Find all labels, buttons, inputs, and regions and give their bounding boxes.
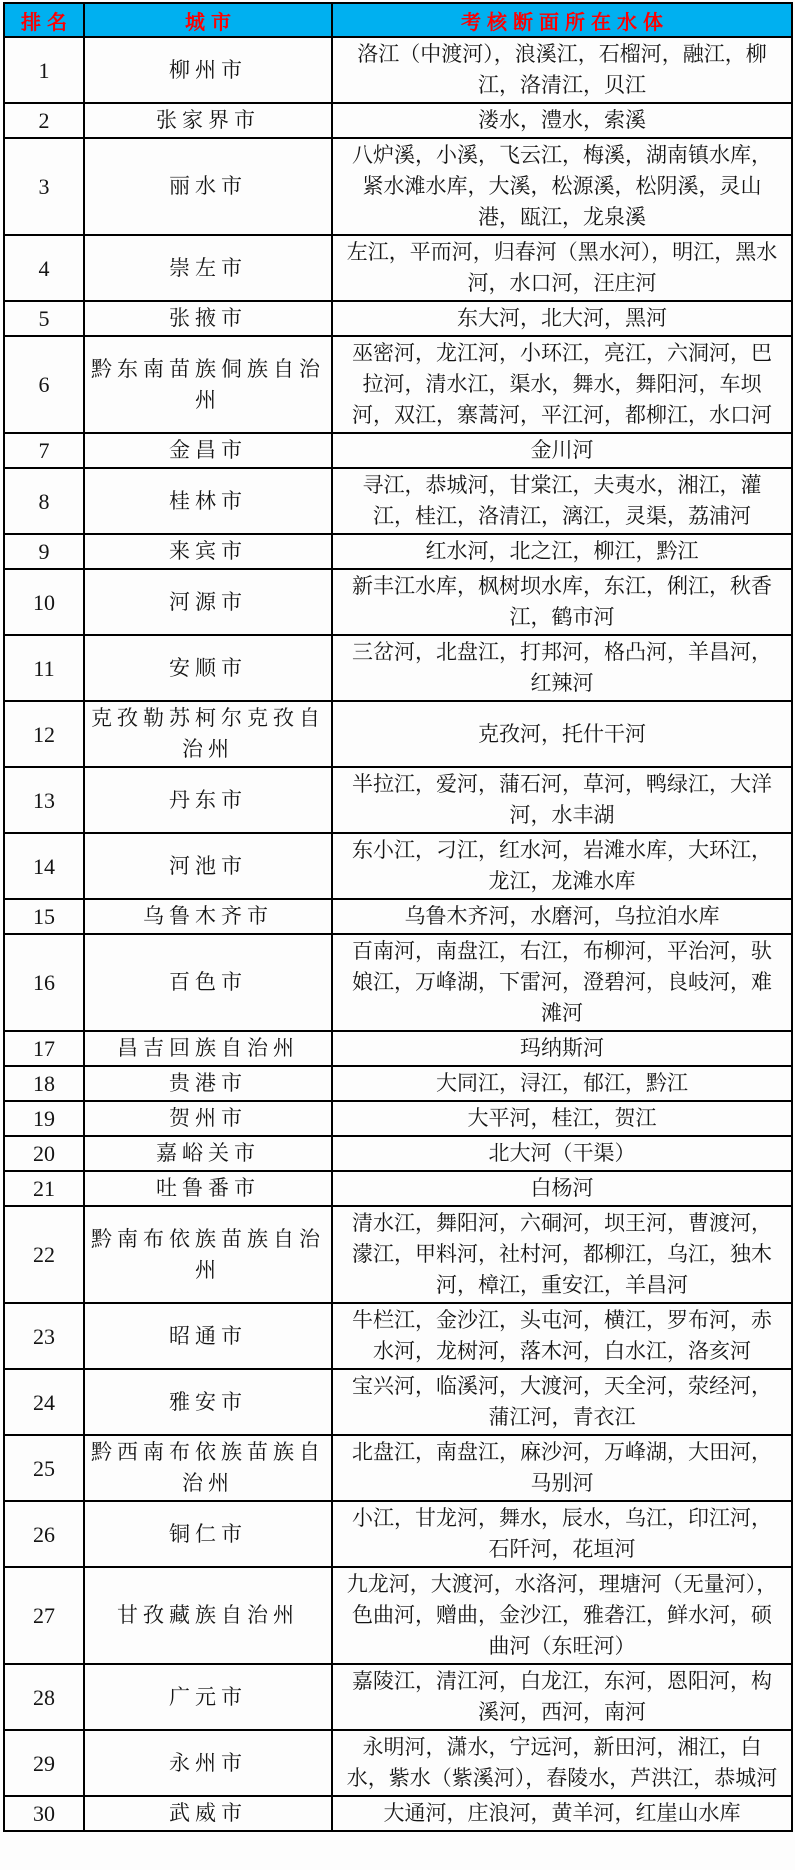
rank-cell: 28: [4, 1664, 84, 1730]
waters-cell: 东大河，北大河，黑河: [332, 301, 792, 336]
city-cell: 吐鲁番市: [84, 1171, 332, 1206]
table-row: [4, 37, 792, 103]
bottom-spacer: [0, 1832, 795, 1870]
waters-cell: 红水河，北之江，柳江，黔江: [332, 534, 792, 569]
waters-cell: 金川河: [332, 433, 792, 468]
table-row: [4, 468, 792, 534]
table-header: [4, 3, 792, 37]
waters-cell: 永明河，潇水，宁远河，新田河，湘江，白水，紫水（紫溪河），舂陵水，芦洪江，恭城河: [332, 1730, 792, 1796]
table-row: [4, 899, 792, 934]
table-row: [4, 1136, 792, 1171]
city-cell: 黔西南布依族苗族自治州: [84, 1435, 332, 1501]
waters-cell: 八炉溪，小溪，飞云江，梅溪，湖南镇水库，紧水滩水库，大溪，松源溪，松阴溪，灵山港，瓯江，龙泉溪: [332, 138, 792, 235]
table-row: [4, 1501, 792, 1567]
rank-cell: 25: [4, 1435, 84, 1501]
rank-cell: 2: [4, 103, 84, 138]
column-header-city: 城市: [84, 3, 332, 37]
rank-cell: 21: [4, 1171, 84, 1206]
city-cell: 黔东南苗族侗族自治州: [84, 336, 332, 433]
table-row: [4, 1796, 792, 1831]
rank-cell: 15: [4, 899, 84, 934]
waters-cell: 巫密河，龙江河，小环江，亮江，六洞河，巴拉河，清水江，渠水，舞水，舞阳河，车坝河，双江，寨蒿河，平江河，都柳江，水口河: [332, 336, 792, 433]
city-cell: 贵港市: [84, 1066, 332, 1101]
city-cell: 柳州市: [84, 37, 332, 103]
waters-cell: 大同江，浔江，郁江，黔江: [332, 1066, 792, 1101]
table-row: [4, 138, 792, 235]
header-row: [4, 3, 792, 37]
rank-cell: 11: [4, 635, 84, 701]
rank-cell: 4: [4, 235, 84, 301]
rank-cell: 7: [4, 433, 84, 468]
table-row: [4, 701, 792, 767]
rank-cell: 16: [4, 934, 84, 1031]
rank-cell: 5: [4, 301, 84, 336]
table-row: [4, 301, 792, 336]
city-cell: 雅安市: [84, 1369, 332, 1435]
city-cell: 永州市: [84, 1730, 332, 1796]
table-row: [4, 1435, 792, 1501]
table-row: [4, 1664, 792, 1730]
city-cell: 乌鲁木齐市: [84, 899, 332, 934]
waters-cell: 大平河，桂江，贺江: [332, 1101, 792, 1136]
city-cell: 昌吉回族自治州: [84, 1031, 332, 1066]
waters-cell: 九龙河，大渡河，水洛河，理塘河（无量河），色曲河，赠曲，金沙江，雅砻江，鲜水河，硕曲河（东旺河）: [332, 1567, 792, 1664]
city-cell: 桂林市: [84, 468, 332, 534]
waters-cell: 大通河，庄浪河，黄羊河，红崖山水库: [332, 1796, 792, 1831]
rank-cell: 10: [4, 569, 84, 635]
table-row: [4, 1730, 792, 1796]
table-row: [4, 103, 792, 138]
rank-cell: 1: [4, 37, 84, 103]
table-row: [4, 534, 792, 569]
waters-cell: 新丰江水库，枫树坝水库，东江，俐江，秋香江，鹤市河: [332, 569, 792, 635]
table-row: [4, 1171, 792, 1206]
city-cell: 张家界市: [84, 103, 332, 138]
waters-cell: 牛栏江，金沙江，头屯河，横江，罗布河，赤水河，龙树河，落木河，白水江，洛亥河: [332, 1303, 792, 1369]
table-body: [4, 37, 792, 1831]
waters-cell: 百南河，南盘江，右江，布柳河，平治河，驮娘江，万峰湖，下雷河，澄碧河，良岐河，难滩河: [332, 934, 792, 1031]
city-cell: 武威市: [84, 1796, 332, 1831]
waters-cell: 左江，平而河，归春河（黑水河），明江，黑水河，水口河，汪庄河: [332, 235, 792, 301]
table-row: [4, 1101, 792, 1136]
rank-cell: 9: [4, 534, 84, 569]
table-row: [4, 1031, 792, 1066]
column-header-waters: 考核断面所在水体: [332, 3, 792, 37]
waters-cell: 玛纳斯河: [332, 1031, 792, 1066]
table-row: [4, 1066, 792, 1101]
city-cell: 丹东市: [84, 767, 332, 833]
waters-cell: 白杨河: [332, 1171, 792, 1206]
rank-cell: 26: [4, 1501, 84, 1567]
rank-cell: 23: [4, 1303, 84, 1369]
city-cell: 甘孜藏族自治州: [84, 1567, 332, 1664]
waters-cell: 溇水，澧水，索溪: [332, 103, 792, 138]
table-row: [4, 1567, 792, 1664]
rank-cell: 27: [4, 1567, 84, 1664]
city-cell: 黔南布依族苗族自治州: [84, 1206, 332, 1303]
rank-cell: 12: [4, 701, 84, 767]
waters-cell: 乌鲁木齐河，水磨河，乌拉泊水库: [332, 899, 792, 934]
table-row: [4, 1303, 792, 1369]
rank-cell: 13: [4, 767, 84, 833]
table-row: [4, 833, 792, 899]
city-cell: 昭通市: [84, 1303, 332, 1369]
city-cell: 张掖市: [84, 301, 332, 336]
rank-cell: 29: [4, 1730, 84, 1796]
city-cell: 安顺市: [84, 635, 332, 701]
city-cell: 百色市: [84, 934, 332, 1031]
table-row: [4, 569, 792, 635]
waters-cell: 洛江（中渡河），浪溪江，石榴河，融江，柳江，洛清江，贝江: [332, 37, 792, 103]
rank-cell: 6: [4, 336, 84, 433]
rank-cell: 14: [4, 833, 84, 899]
city-cell: 河源市: [84, 569, 332, 635]
rank-cell: 30: [4, 1796, 84, 1831]
waters-cell: 清水江，舞阳河，六硐河，坝王河，曹渡河，濛江，甲料河，社村河，都柳江，乌江，独木河，樟江，重安江，羊昌河: [332, 1206, 792, 1303]
table-row: [4, 336, 792, 433]
rank-cell: 20: [4, 1136, 84, 1171]
city-cell: 来宾市: [84, 534, 332, 569]
city-cell: 金昌市: [84, 433, 332, 468]
city-cell: 铜仁市: [84, 1501, 332, 1567]
city-cell: 河池市: [84, 833, 332, 899]
city-water-ranking-table: [3, 2, 793, 1832]
city-cell: 广元市: [84, 1664, 332, 1730]
rank-cell: 22: [4, 1206, 84, 1303]
waters-cell: 嘉陵江，清江河，白龙江，东河，恩阳河，构溪河，西河，南河: [332, 1664, 792, 1730]
city-cell: 嘉峪关市: [84, 1136, 332, 1171]
rank-cell: 3: [4, 138, 84, 235]
city-cell: 克孜勒苏柯尔克孜自治州: [84, 701, 332, 767]
city-cell: 崇左市: [84, 235, 332, 301]
waters-cell: 克孜河，托什干河: [332, 701, 792, 767]
table-row: [4, 1369, 792, 1435]
waters-cell: 寻江，恭城河，甘棠江，夫夷水，湘江，灌江，桂江，洛清江，漓江，灵渠，荔浦河: [332, 468, 792, 534]
rank-cell: 18: [4, 1066, 84, 1101]
waters-cell: 宝兴河，临溪河，大渡河，天全河，荥经河，蒲江河，青衣江: [332, 1369, 792, 1435]
table-row: [4, 433, 792, 468]
rank-cell: 8: [4, 468, 84, 534]
table-row: [4, 767, 792, 833]
waters-cell: 半拉江，爱河，蒲石河，草河，鸭绿江，大洋河，水丰湖: [332, 767, 792, 833]
waters-cell: 北盘江，南盘江，麻沙河，万峰湖，大田河，马别河: [332, 1435, 792, 1501]
rank-cell: 24: [4, 1369, 84, 1435]
column-header-rank: 排名: [4, 3, 84, 37]
city-cell: 贺州市: [84, 1101, 332, 1136]
waters-cell: 三岔河，北盘江，打邦河，格凸河，羊昌河，红辣河: [332, 635, 792, 701]
table-row: [4, 934, 792, 1031]
table-row: [4, 235, 792, 301]
rank-cell: 19: [4, 1101, 84, 1136]
waters-cell: 小江，甘龙河，舞水，辰水，乌江，印江河，石阡河，花垣河: [332, 1501, 792, 1567]
waters-cell: 东小江，刁江，红水河，岩滩水库，大环江，龙江，龙滩水库: [332, 833, 792, 899]
rank-cell: 17: [4, 1031, 84, 1066]
table-row: [4, 635, 792, 701]
waters-cell: 北大河（干渠）: [332, 1136, 792, 1171]
table-row: [4, 1206, 792, 1303]
city-cell: 丽水市: [84, 138, 332, 235]
